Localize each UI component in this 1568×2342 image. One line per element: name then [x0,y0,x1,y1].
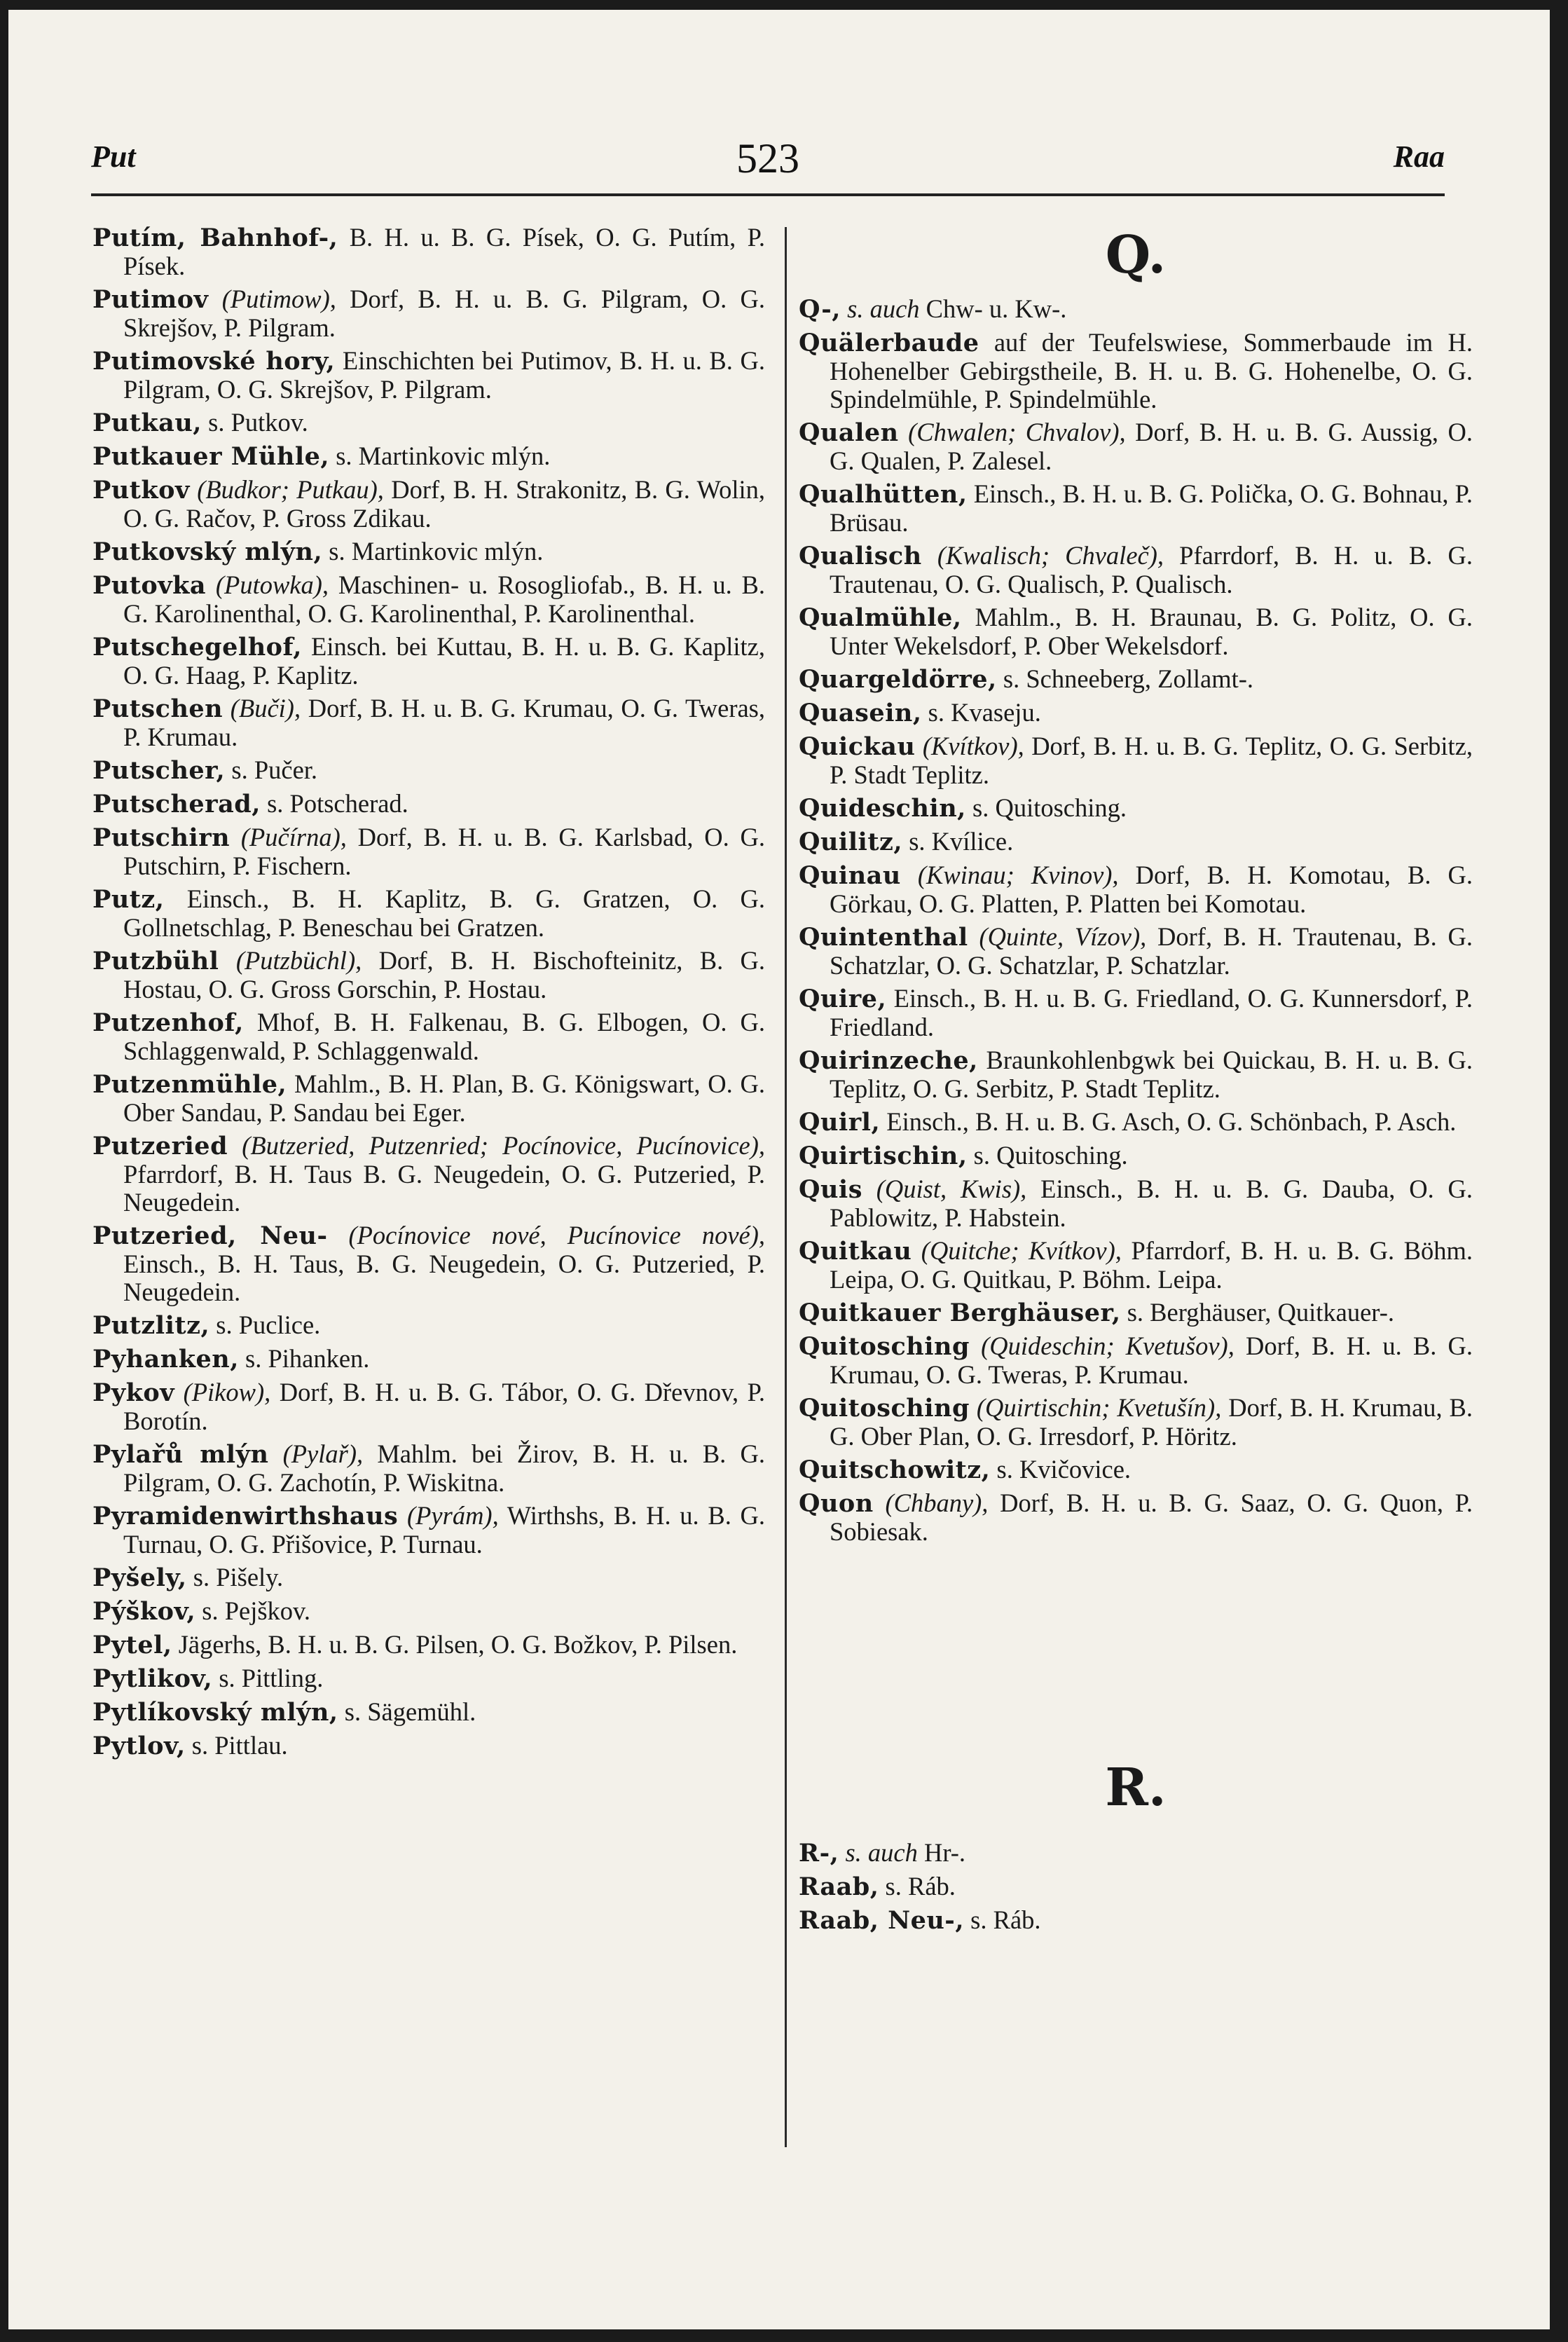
entry-description: s. Martinkovic mlýn. [329,537,544,566]
right-column [799,224,1473,1940]
entry-description: Einsch., B. H. Taus, B. G. Neugedein, O. G. Putzeried, P. Neugedein. [123,1249,765,1306]
entry-headword: Pytel, [92,1631,172,1659]
entry-description: s. Pihanken. [245,1344,370,1373]
entry [799,828,1473,856]
entry [799,699,1473,727]
entry [92,1698,765,1727]
entry-description: s. Pittlau. [191,1731,288,1760]
entry-description: s. Quitosching. [973,1141,1128,1170]
entry-variant: (Putowka), [215,570,329,599]
entry [92,1345,765,1374]
entry [799,1456,1473,1484]
entry [92,224,765,280]
entry-headword: Qualhütten, [799,480,968,509]
entry-headword: Putím, Bahnhof-, [92,224,338,252]
entry-description: Dorf, B. H. u. B. G. Teplitz, O. G. Serbitz, P. Stadt Teplitz. [830,732,1473,789]
entry-headword: Pyhanken, [92,1345,239,1374]
entry [799,1872,1473,1901]
entry-description: Dorf, B. H. u. B. G. Aussig, O. G. Qualen, P. Zalesel. [830,418,1473,475]
entry-headword: Putz, [92,885,165,914]
entry-headword: Quitkauer Berghäuser, [799,1299,1121,1327]
entry [92,537,765,566]
header-left-guide-word: Put [91,139,136,174]
entry [92,885,765,942]
r-entries [799,1839,1473,1935]
entry-headword: Putzbühl [92,947,219,975]
entry [92,1664,765,1693]
entry-headword: Putzeried [92,1132,228,1160]
entry-variant: (Quitche; Kvítkov), [921,1236,1122,1265]
entry-description: s. Pučer. [231,755,318,784]
entry [799,295,1473,324]
entry-description: Mahlm., B. H. Plan, B. G. Königswart, O. G. Ober Sandau, P. Sandau bei Eger. [123,1069,766,1127]
entry-variant: (Pyrám), [406,1501,499,1530]
entry-variant: (Pikow), [183,1378,271,1406]
entry-description: B. H. u. B. G. Písek, O. G. Putím, P. Písek. [123,223,766,280]
entry [92,347,765,404]
entry-headword: Quideschin, [799,794,966,823]
entry-headword: Putimov [92,285,209,314]
entry [92,571,765,628]
entry-headword: Quintenthal [799,923,968,952]
entry-description: Jägerhs, B. H. u. B. G. Pilsen, O. G. Božkov, P. Pilsen. [178,1630,738,1659]
entry [799,1046,1473,1103]
entry-headword: Quälerbaude [799,329,979,357]
entry-description: Mahlm., B. H. Braunau, B. G. Politz, O. G. Unter Wekelsdorf, P. Ober Wekelsdorf. [830,603,1473,660]
entry-description: s. Puclice. [216,1310,321,1339]
entry-headword: Q-, [799,295,841,324]
entry-headword: Putzlitz, [92,1311,210,1340]
entry-variant: (Quideschin; Kvetušov), [981,1331,1235,1360]
entry-description: Dorf, B. H. u. B. G. Krumau, O. G. Tweras, P. Krumau. [830,1331,1473,1389]
entry [92,1597,765,1626]
entry [799,985,1473,1041]
entry-description: Hr-. [923,1838,966,1867]
entry-headword: Putkovský mlýn, [92,537,323,566]
entry-description: Pfarrdorf, B. H. u. B. G. Trautenau, O. G. Qualisch, P. Qualisch. [830,541,1473,598]
entry [92,285,765,342]
entry-description: s. Quitosching. [972,793,1127,822]
entry-variant: (Kvítkov), [922,732,1024,760]
entry-variant: (Kwalisch; Chvaleč), [937,541,1164,570]
entry-description: s. Sägemühl. [344,1697,476,1726]
entry [799,732,1473,789]
entry-headword: Pyšely, [92,1563,187,1592]
entry [92,476,765,533]
entry [799,1332,1473,1389]
entry-headword: Pylařů mlýn [92,1440,269,1469]
entry-description: Dorf, B. H. Trautenau, B. G. Schatzlar, O. G. Schatzlar, P. Schatzlar. [830,922,1473,980]
entry-description: Chw- u. Kw-. [926,294,1067,323]
entry-variant: (Putzbüchl), [235,946,362,975]
entry-headword: Quilitz, [799,828,903,856]
header-right-guide-word: Raa [1393,139,1445,174]
entry-headword: Raab, [799,1872,879,1901]
entry [799,794,1473,823]
entry-headword: Quire, [799,985,887,1013]
entry [92,1563,765,1592]
entry [799,1489,1473,1546]
entry-description: Einsch. bei Kuttau, B. H. u. B. G. Kaplitz, O. G. Haag, P. Kaplitz. [123,632,765,690]
entry-headword: Qualen [799,418,899,447]
entry-description: Pfarrdorf, B. H. Taus B. G. Neugedein, O. G. Putzeried, P. Neugedein. [123,1160,765,1217]
entry-variant: (Pučírna), [240,823,347,851]
entry-headword: Putkauer Mühle, [92,442,330,471]
entry-description: Dorf, B. H. Krumau, B. G. Ober Plan, O. G. Irresdorf, P. Höritz. [830,1393,1473,1451]
section-heading-r: R. [1105,1758,1167,1818]
entry [799,923,1473,980]
entry-description: s. Kvaseju. [928,698,1041,727]
entry-variant: (Kwinau; Kvinov), [917,861,1119,889]
page-number: 523 [736,135,799,182]
entry-variant: (Chbany), [885,1488,989,1517]
entry-headword: Quirinzeche, [799,1046,978,1075]
entry [92,1311,765,1340]
entry [799,480,1473,537]
entry-variant: (Putimow), [221,285,336,313]
entry-description: Braunkohlenbgwk bei Quickau, B. H. u. B. G. Teplitz, O. G. Serbitz, P. Stadt Teplitz. [830,1046,1473,1103]
entry-headword: Quirtischin, [799,1142,968,1170]
entry-description: s. Berghäuser, Quitkauer-. [1127,1298,1394,1327]
entry-description: Mahlm. bei Žirov, B. H. u. B. G. Pilgram, O. G. Zachotín, P. Wiskitna. [123,1439,765,1497]
entry-headword: Pyramidenwirthshaus [92,1502,399,1530]
entry-headword: Pytlov, [92,1732,186,1760]
entry-description: s. Potscherad. [267,789,408,818]
entry-headword: Putschirn [92,823,231,852]
entry-description: Dorf, B. H. Bischofteinitz, B. G. Hostau, O. G. Gross Gorschin, P. Hostau. [123,946,766,1004]
entry-headword: R-, [799,1839,839,1868]
entry-description: Dorf, B. H. u. B. G. Tábor, O. G. Dřevnov, P. Borotín. [123,1378,765,1435]
entry [92,1631,765,1659]
entry [92,1221,765,1306]
entry [799,1906,1473,1935]
entry-headword: Putscher, [92,756,226,785]
entry [92,1070,765,1127]
entry-description: Dorf, B. H. Komotau, B. G. Görkau, O. G. Platten, P. Platten bei Komotau. [830,861,1473,918]
entry-variant: (Buči), [230,694,301,723]
entry-description: Pfarrdorf, B. H. u. B. G. Böhm. Leipa, O. G. Quitkau, P. Böhm. Leipa. [830,1236,1473,1294]
entry-headword: Quitosching [799,1394,970,1423]
entry [92,1502,765,1559]
entry-headword: Putzeried, Neu- [92,1221,328,1250]
entry [92,409,765,437]
entry-variant: s. auch [845,1838,918,1867]
entry [799,1299,1473,1327]
entry-description: auf der Teufelswiese, Sommerbaude im H. Hohenelber Gebirgstheile, B. H. u. B. G. Hohenelbe, O. G. Spindelmühle, P. Spindelmühle. [830,328,1473,413]
entry-description: Dorf, B. H. u. B. G. Karlsbad, O. G. Putschirn, P. Fischern. [123,823,766,880]
entry-headword: Putzenhof, [92,1008,244,1037]
entry [799,1142,1473,1170]
entry-description: Mhof, B. H. Falkenau, B. G. Elbogen, O. G. Schlaggenwald, P. Schlaggenwald. [123,1008,765,1065]
entry [799,1175,1473,1232]
entry-description: Einschichten bei Putimov, B. H. u. B. G. Pilgram, O. G. Skrejšov, P. Pilgram. [123,346,765,404]
entry-description: s. Ráb. [970,1905,1041,1934]
column-divider [785,227,787,2147]
entry-variant: (Pocínovice nové, Pucínovice nové), [348,1221,765,1249]
entry-headword: Putzenmühle, [92,1070,287,1099]
entry-variant: (Quinte, Vízov), [979,922,1147,951]
page-header [91,135,1445,184]
entry [799,1394,1473,1451]
entry-description: Dorf, B. H. u. B. G. Saaz, O. G. Quon, P. Sobiesak. [830,1488,1473,1546]
entry-description: s. Kvílice. [909,827,1014,856]
entry [799,1237,1473,1294]
entry [92,633,765,690]
entry [92,756,765,785]
entry-headword: Quitschowitz, [799,1456,991,1484]
header-rule [91,193,1445,196]
entry-variant: (Chwalen; Chvalov), [908,418,1126,446]
entry-description: Einsch., B. H. u. B. G. Friedland, O. G. Kunnersdorf, P. Friedland. [830,984,1473,1041]
entry [92,1132,765,1217]
entry-headword: Putkov [92,476,190,505]
entry-description: Maschinen- u. Rosogliofab., B. H. u. B. G. Karolinenthal, O. G. Karolinenthal, P. Karolinenthal. [123,570,765,628]
entry-variant: (Pylař), [282,1439,364,1468]
entry-headword: Quis [799,1175,862,1204]
entry [799,603,1473,660]
entry-description: Dorf, B. H. u. B. G. Krumau, O. G. Tweras, P. Krumau. [123,694,766,751]
entry-headword: Quinau [799,861,901,890]
entry [92,790,765,819]
entry-description: Einsch., B. H. Kaplitz, B. G. Gratzen, O. G. Gollnetschlag, P. Beneschau bei Gratzen. [123,884,765,942]
entry-description: Einsch., B. H. u. B. G. Polička, O. G. Bohnau, P. Brüsau. [830,479,1473,537]
entry [799,861,1473,918]
entry-description: s. Martinkovic mlýn. [336,441,551,470]
entry-variant: (Quist, Kwis), [876,1175,1027,1203]
entry [92,1440,765,1497]
entry-headword: Quargeldörre, [799,665,997,694]
entry-description: s. Putkov. [208,408,308,437]
entry-headword: Quasein, [799,699,922,727]
entry-headword: Putschen [92,694,223,723]
entry-description: s. Ráb. [885,1872,956,1901]
entry [92,1378,765,1435]
entry-description: s. Pišely. [193,1563,284,1591]
entry-description: Einsch., B. H. u. B. G. Dauba, O. G. Pablowitz, P. Habstein. [830,1175,1473,1232]
entry [799,418,1473,475]
entry [799,1108,1473,1137]
entry-description: s. Pejškov. [202,1596,311,1625]
entry-headword: Pytlikov, [92,1664,213,1693]
entry-headword: Quitkau [799,1237,912,1266]
entry-headword: Quitosching [799,1332,970,1361]
entry-headword: Putkau, [92,409,202,437]
entry-headword: Pýškov, [92,1597,196,1626]
entry [799,329,1473,413]
entry [92,823,765,880]
entry [799,542,1473,598]
entry-variant: s. auch [847,294,920,323]
entry [799,1839,1473,1868]
entry-headword: Quon [799,1489,874,1518]
entry-headword: Putovka [92,571,207,600]
entry [92,442,765,471]
q-entries [799,295,1473,1546]
entry-variant: (Budkor; Putkau), [197,475,384,504]
entry-description: Dorf, B. H. u. B. G. Pilgram, O. G. Skrejšov, P. Pilgram. [123,285,766,342]
entry-variant: (Butzeried, Putzenried; Pocínovice, Pucínovice), [242,1131,765,1160]
entry [92,1008,765,1065]
entry-headword: Raab, Neu-, [799,1906,965,1935]
entry-description: s. Schneeberg, Zollamt-. [1003,664,1254,693]
entry-headword: Quickau [799,732,916,761]
entry-headword: Pykov [92,1378,175,1407]
entry-description: s. Kvičovice. [996,1455,1132,1484]
dictionary-page [8,10,1550,2329]
entry-headword: Qualmühle, [799,603,962,632]
entry-description: Dorf, B. H. Strakonitz, B. G. Wolin, O. G. Račov, P. Gross Zdikau. [123,475,765,533]
entry-variant: (Quirtischin; Kvetušín), [976,1393,1222,1422]
entry-headword: Qualisch [799,542,922,570]
entry-headword: Quirl, [799,1108,881,1137]
entry-headword: Pytlíkovský mlýn, [92,1698,338,1727]
entry [92,694,765,751]
entry-headword: Putimovské hory, [92,347,336,376]
entry-headword: Putscherad, [92,790,261,819]
entry [799,665,1473,694]
entry-description: Einsch., B. H. u. B. G. Asch, O. G. Schönbach, P. Asch. [886,1107,1457,1136]
entry-description: s. Pittling. [219,1664,324,1692]
left-column [92,224,765,1765]
entry [92,1732,765,1760]
entry [92,947,765,1004]
section-heading-q: Q. [1105,225,1167,285]
entry-description: Wirthshs, B. H. u. B. G. Turnau, O. G. Přišovice, P. Turnau. [123,1501,766,1559]
entry-headword: Putschegelhof, [92,633,302,662]
